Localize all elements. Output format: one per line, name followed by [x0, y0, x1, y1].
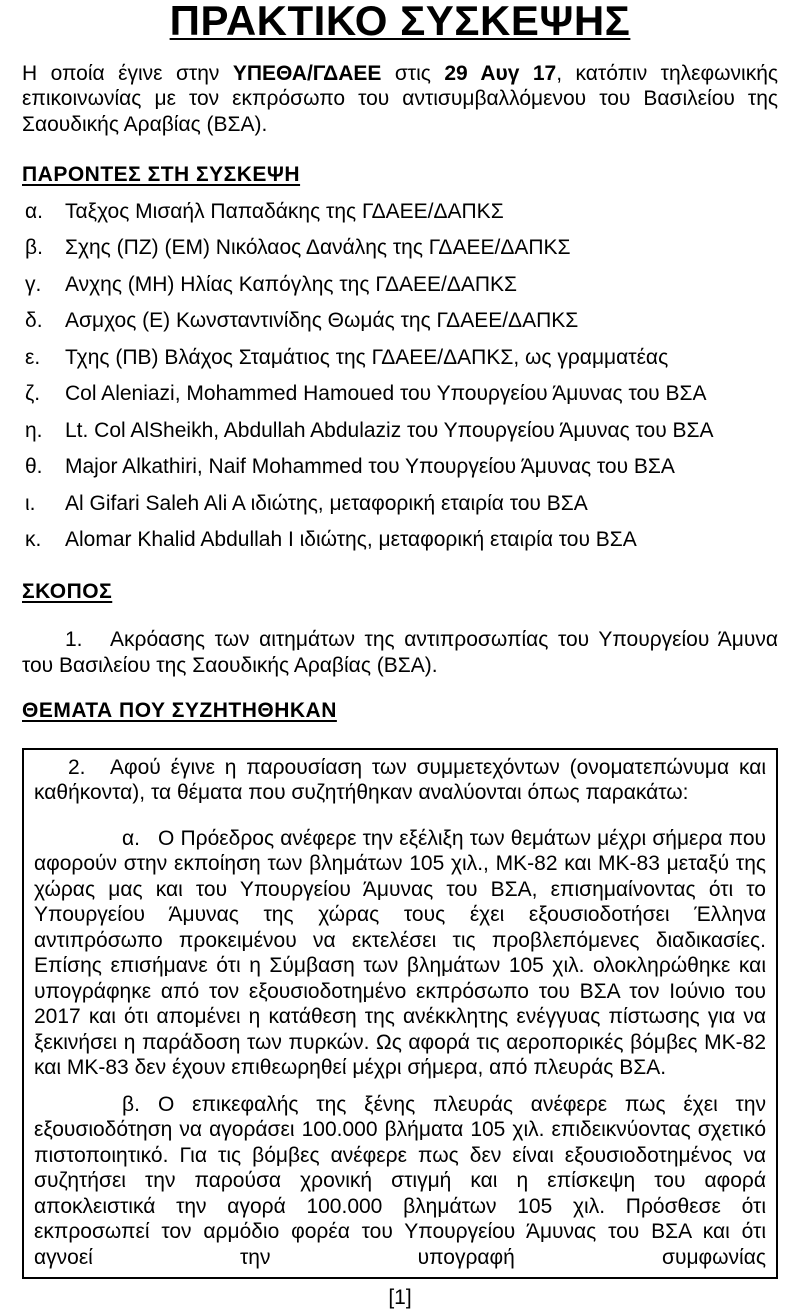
paragraph-number: 1.: [65, 628, 83, 651]
paragraph-letter: β.: [122, 1092, 140, 1116]
intro-text-2: στις: [381, 61, 445, 85]
box-paragraph-2-text: Αφού έγινε η παρουσίαση των συμμετεχόντων (ονοματεπώνυμα και καθήκοντα), τα θέματα που συζητήθηκαν αναλύονται όπως παρακάτω:: [34, 755, 766, 804]
intro-text-1: Η οποία έγινε στην: [22, 61, 233, 85]
attendee-row: [22, 454, 778, 480]
attendee-row: [22, 308, 778, 334]
intro-bold-date: 29 Αυγ 17: [444, 61, 557, 85]
purpose-paragraph: [22, 627, 778, 678]
attendee-text: Col Aleniazi, Mohammed Hamoued του Υπουργείου Άμυνας του ΒΣΑ: [65, 382, 707, 405]
box-paragraph-beta-text: Ο επικεφαλής της ξένης πλευράς ανέφερε πως έχει την εξουσιοδότηση να αγοράσει 100.000 βλήματα 105 χιλ. επιδεικνύοντας σχετικό πιστοποιητικό. Για τις βόμβες ανέφερε πως δεν είναι εξουσιοδοτημένος να συζητήσει την παρούσα χρονική στιγμή και η επίσκεψη του αφορά αποκλειστικά την αγορά 100.000 βλημάτων 105 χιλ. Πρόσθεσε ότι εκπροσωπεί τον αρμόδιο φορέα του Υπουργείου Άμυνας του ΒΣΑ και ότι αγνοεί την υπογραφή συμφωνίας: [34, 1092, 766, 1269]
attendee-row: [22, 199, 778, 225]
attendee-letter: κ.: [25, 528, 42, 551]
attendee-letter: γ.: [25, 272, 42, 296]
attendee-row: [22, 272, 778, 298]
attendee-letter: α.: [25, 199, 43, 223]
attendee-list: [22, 199, 778, 553]
page-title: ΠΡΑΚΤΙΚΟ ΣΥΣΚΕΨΗΣ: [169, 0, 631, 44]
attendee-letter: β.: [25, 236, 43, 259]
attendee-letter: ζ.: [25, 382, 41, 405]
attendee-row: [22, 418, 778, 444]
attendee-row: [22, 235, 778, 261]
attendee-letter: η.: [25, 418, 43, 442]
box-paragraph-alpha-text: Ο Πρόεδρος ανέφερε την εξέλιξη των θεμάτων μέχρι σήμερα που αφορούν στην εκποίηση των βλημάτων 105 χιλ., ΜΚ-82 και ΜΚ-83 μεταξύ της χώρας μας και του Υπουργείου Άμυνας του ΒΣΑ, επισημαίνοντας ότι το Υπουργείου Άμυνας της χώρας τους έχει εξουσιοδοτήσει Έλληνα αντιπρόσωπο προκειμένου να εκτελέσει τις προβλεπόμενες διαδικασίες. Επίσης επισήμανε ότι η Σύμβαση των βλημάτων 105 χιλ. ολοκληρώθηκε και υπογράφηκε από τον εξουσιοδοτημένο εκπρόσωπο του ΒΣΑ τον Ιούνιο του 2017 και ότι απομένει η κατάθεση της ανέκκλητης ενέγγυας πίστωσης για να ξεκινήσει η παράδοση των πυρκών. Ως αφορά τις αεροπορικές βόμβες ΜΚ-82 και ΜΚ-83 δεν έχουν επιθεωρηθεί μέχρι σήμερα, από πλευράς ΒΣΑ.: [34, 826, 766, 1079]
paragraph-number: 2.: [68, 755, 86, 779]
attendee-text: Major Alkathiri, Naif Mohammed του Υπουργείου Άμυνας του ΒΣΑ: [65, 455, 675, 478]
intro-bold-org: ΥΠΕΘΑ/ΓΔΑΕΕ: [232, 61, 382, 85]
page-number: [1]: [388, 1286, 412, 1309]
intro-paragraph: [22, 61, 778, 138]
section-heading-topics: ΘΕΜΑΤΑ ΠΟΥ ΣΥΖΗΤΗΘΗΚΑΝ: [22, 699, 337, 722]
attendee-letter: ε.: [25, 345, 41, 369]
attendee-letter: θ.: [25, 455, 43, 478]
attendee-text: Ασμχος (Ε) Κωνσταντινίδης Θωμάς της ΓΔΑΕΕ/ΔΑΠΚΣ: [65, 309, 579, 332]
attendee-letter: δ.: [25, 309, 43, 332]
topics-box: [22, 748, 778, 1280]
attendee-text: Lt. Col AlSheikh, Abdullah Abdulaziz του Υπουργείου Άμυνας του ΒΣΑ: [65, 418, 714, 442]
attendee-text: Ταξχος Μισαήλ Παπαδάκης της ΓΔΑΕΕ/ΔΑΠΚΣ: [65, 199, 504, 223]
attendee-row: [22, 345, 778, 371]
box-paragraph-2: [34, 755, 766, 806]
box-paragraph-beta: [34, 1092, 766, 1271]
attendee-text: Τχης (ΠΒ) Βλάχος Σταμάτιος της ΓΔΑΕΕ/ΔΑΠΚΣ, ως γραμματέας: [65, 345, 669, 369]
attendee-text: Al Gifari Saleh Ali A ιδιώτης, μεταφορική εταιρία του ΒΣΑ: [65, 491, 588, 515]
attendee-text: Ανχης (ΜΗ) Ηλίας Καπόγλης της ΓΔΑΕΕ/ΔΑΠΚΣ: [65, 272, 518, 296]
attendee-row: [22, 491, 778, 517]
purpose-text: Ακρόασης των αιτημάτων της αντιπροσωπίας του Υπουργείου Άμυνα του Βασιλείου της Σαουδικής Αραβίας (ΒΣΑ).: [22, 628, 778, 677]
section-heading-present: ΠΑΡΟΝΤΕΣ ΣΤΗ ΣΥΣΚΕΨΗ: [22, 163, 301, 186]
attendee-row: [22, 381, 778, 407]
intro-text-3: , κατόπιν τηλεφωνικής επικοινωνίας με τον εκπρόσωπο του αντισυμβαλλόμενου του Βασιλείου της Σαουδικής Αραβίας (ΒΣΑ).: [22, 61, 778, 136]
attendee-text: Σχης (ΠΖ) (ΕΜ) Νικόλαος Δανάλης της ΓΔΑΕΕ/ΔΑΠΚΣ: [65, 236, 571, 259]
attendee-text: Alomar Khalid Abdullah I ιδιώτης, μεταφορική εταιρία του ΒΣΑ: [65, 528, 637, 551]
paragraph-letter: α.: [122, 826, 140, 850]
section-heading-purpose: ΣΚΟΠΟΣ: [22, 579, 113, 603]
attendee-letter: ι.: [25, 491, 36, 515]
attendee-row: [22, 527, 778, 553]
box-paragraph-alpha: [34, 826, 766, 1081]
